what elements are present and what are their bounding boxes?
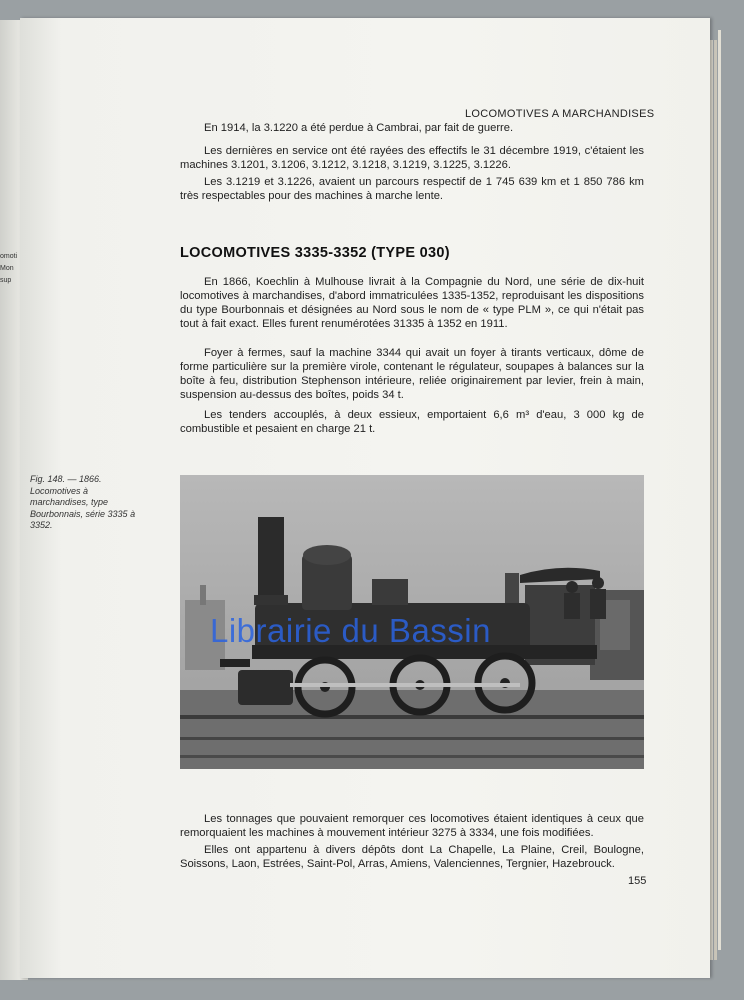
closing-paragraph-2: Elles ont appartenu à divers dépôts dont La Chapelle, La Plaine, Creil, Boulogne, Soissons, Laon, Estrées, Saint-Pol, Arras, Amiens, Valenciennes, Tergnier, Hazebrouck. <box>180 844 644 870</box>
page-number: 155 <box>628 875 647 887</box>
section-heading: LOCOMOTIVES 3335-3352 (TYPE 030) <box>180 245 450 261</box>
intro-paragraph-1: En 1914, la 3.1220 a été perdue à Cambrai, par fait de guerre. <box>204 122 514 134</box>
intro-paragraph-3: Les 3.1219 et 3.1226, avaient un parcours respectif de 1 745 639 km et 1 850 786 km très respectables pour des machines à marche lente. <box>180 176 644 202</box>
intro-paragraph-2: Les dernières en service ont été rayées des effectifs le 31 décembre 1919, c'étaient les machines 3.1201, 3.1206, 3.1212, 3.1218, 3.1219, 3.1225, 3.1226. <box>180 145 644 171</box>
figure-caption: Fig. 148. — 1866. Locomotives à marchandises, type Bourbonnais, série 3335 à 3352. <box>30 474 136 530</box>
watermark-text: Librairie du Bassin <box>210 612 491 649</box>
running-head: LOCOMOTIVES A MARCHANDISES <box>465 108 655 120</box>
page-stack-edge <box>710 40 713 960</box>
page-stack-edge <box>714 40 717 960</box>
closing-paragraph-1: Les tonnages que pouvaient remorquer ces locomotives étaient identiques à ceux que remorquaient les machines à mouvement intérieur 3275 à 3334, une fois modifiées. <box>180 813 644 839</box>
section-paragraph-1: En 1866, Koechlin à Mulhouse livrait à la Compagnie du Nord, une série de dix-huit locomotives à marchandises, d'abord immatriculées 1335-1352, reproduisant les dispositions du type Bourbonnais et désignées au Nord sous le nom de « type PLM », ce qui n'était pas tout à fait exact. Elles furent renumérotées 31335 à 1352 en 1911. <box>180 276 644 330</box>
section-paragraph-3: Les tenders accouplés, à deux essieux, emportaient 6,6 m³ d'eau, 3 000 kg de combustible et pesaient en charge 21 t. <box>180 409 644 435</box>
facing-page-fragment: sup <box>0 277 12 284</box>
section-paragraph-2: Foyer à fermes, sauf la machine 3344 qui avait un foyer à tirants verticaux, dôme de forme particulière sur la première virole, contenant le régulateur, soupapes à balances sur la boîte à feu, distribution Stephenson intérieure, reliée originairement par levier, frein à main, suspension au-dessus des boîtes, poids 34 t. <box>180 347 644 401</box>
page-stack-edge <box>718 30 721 950</box>
facing-page-fragment: Mon <box>0 265 14 272</box>
facing-page-fragment: omoti <box>0 253 18 260</box>
